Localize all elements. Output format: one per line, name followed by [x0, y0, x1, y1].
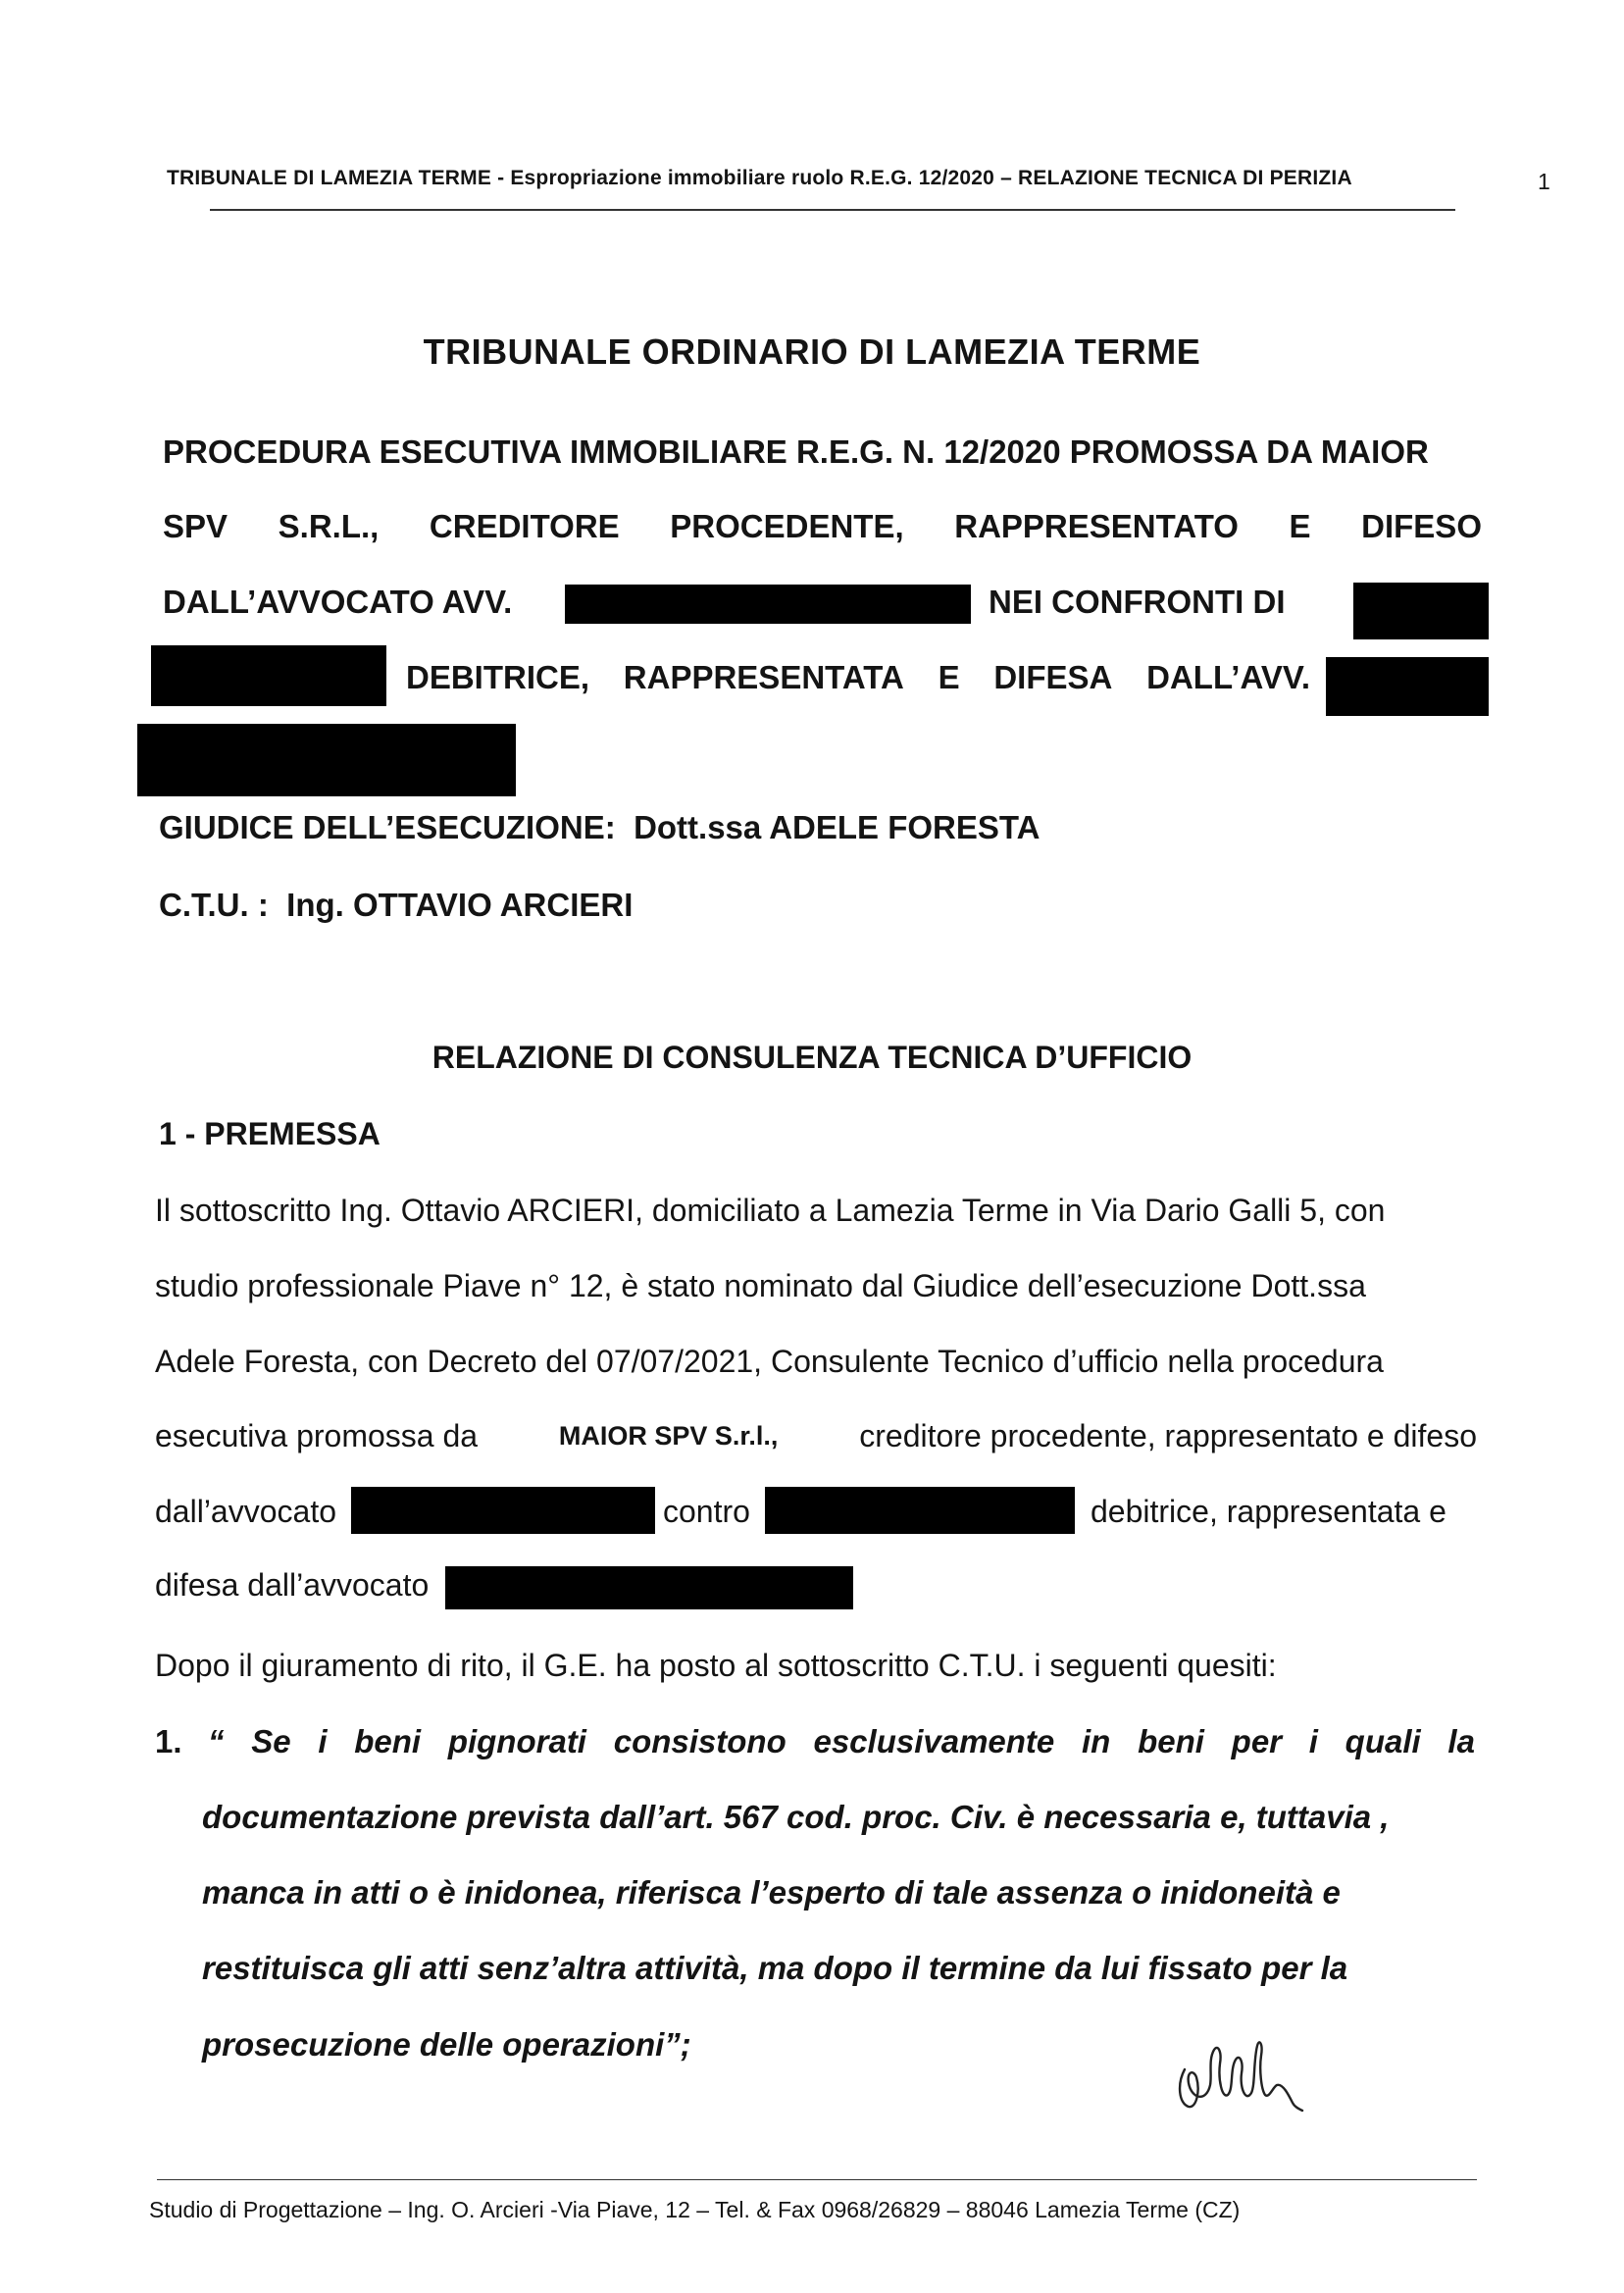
word: S.R.L.,	[278, 508, 380, 544]
quesito-number: 1.	[155, 1723, 182, 1759]
footer-rule	[157, 2179, 1477, 2180]
page-number: 1	[1538, 169, 1550, 194]
word: la	[1447, 1723, 1475, 1759]
report-title: RELAZIONE DI CONSULENZA TECNICA D’UFFICIO	[431, 1040, 1193, 1075]
section-heading: 1 - PREMESSA	[159, 1116, 381, 1151]
redacted-block	[137, 724, 516, 796]
quesito-line-5: prosecuzione delle operazioni”;	[202, 2026, 691, 2063]
judge-label: GIUDICE DELL’ESECUZIONE:	[159, 809, 616, 845]
word: Se	[251, 1723, 291, 1759]
quesito-line-4: restituisca gli atti senz’altra attività, ma dopo il termine da lui fissato per la	[202, 1950, 1348, 1986]
redacted-block	[151, 645, 386, 706]
word: i	[318, 1723, 328, 1759]
judge-name: Dott.ssa ADELE FORESTA	[634, 809, 1040, 845]
body-line-2: studio professionale Piave n° 12, è stato nominato dal Giudice dell’esecuzione Dott.ssa	[155, 1268, 1366, 1303]
ctu-name: Ing. OTTAVIO ARCIERI	[286, 887, 634, 923]
header-rule	[210, 209, 1455, 211]
redacted-block	[765, 1487, 1075, 1534]
redacted-block	[565, 585, 971, 624]
body-line-6: difesa dall’avvocato	[155, 1567, 430, 1603]
procedure-line-2	[163, 508, 1482, 545]
ctu-label: C.T.U. :	[159, 887, 269, 923]
word: i	[1308, 1723, 1318, 1759]
word: pignorati	[447, 1723, 586, 1759]
footer-text: Studio di Progettazione – Ing. O. Arcieri -Via Piave, 12 – Tel. & Fax 0968/26829 – 88046 Lamezia Terme (CZ)	[149, 2197, 1241, 2222]
word: in	[1082, 1723, 1111, 1759]
word: beni	[1138, 1723, 1204, 1759]
redacted-block	[1353, 583, 1489, 639]
signature	[1167, 2001, 1324, 2118]
word: DEBITRICE,	[406, 659, 590, 695]
word: PROCEDENTE,	[670, 508, 904, 544]
redacted-block	[351, 1487, 655, 1534]
judge-line	[159, 809, 1040, 846]
word: E	[1289, 508, 1311, 544]
word: E	[938, 659, 960, 695]
ctu-line	[159, 887, 633, 924]
procedure-line-1: PROCEDURA ESECUTIVA IMMOBILIARE R.E.G. N. 12/2020 PROMOSSA DA MAIOR	[163, 433, 1429, 470]
body-line-4-end: creditore procedente, rappresentato e difeso	[859, 1418, 1477, 1453]
redacted-block	[445, 1566, 853, 1609]
procedure-line-3-right: NEI CONFRONTI DI	[989, 584, 1286, 620]
body-line-4	[155, 1418, 1477, 1454]
body-line-5-a: dall’avvocato	[155, 1494, 336, 1529]
redacted-block	[1326, 657, 1489, 716]
body-line-5-c: debitrice, rappresentata e	[1091, 1494, 1446, 1529]
running-header: TRIBUNALE DI LAMEZIA TERME - Espropriazione immobiliare ruolo R.E.G. 12/2020 – RELAZIONE TECNICA DI PERIZIA	[167, 167, 1352, 189]
word: “	[208, 1723, 225, 1759]
body-line-5-b: contro	[663, 1494, 750, 1529]
word: DIFESO	[1361, 508, 1482, 544]
quesito-line-2: documentazione prevista dall’art. 567 cod. proc. Civ. è necessaria e, tuttavia ,	[202, 1799, 1390, 1835]
word: RAPPRESENTATA	[623, 659, 904, 695]
word: SPV	[163, 508, 228, 544]
word: per	[1231, 1723, 1283, 1759]
word: quali	[1345, 1723, 1421, 1759]
creditor-name: MAIOR SPV S.r.l.,	[558, 1421, 779, 1451]
page-title: TRIBUNALE ORDINARIO DI LAMEZIA TERME	[423, 331, 1201, 372]
word: RAPPRESENTATO	[954, 508, 1239, 544]
procedure-line-4	[406, 659, 1310, 696]
quesito-line-3: manca in atti o è inidonea, riferisca l’esperto di tale assenza o inidoneità e	[202, 1874, 1341, 1911]
word: consistono	[613, 1723, 787, 1759]
word: CREDITORE	[429, 508, 620, 544]
word: beni	[354, 1723, 422, 1759]
quesito-line-1	[208, 1723, 1475, 1760]
body-line-7: Dopo il giuramento di rito, il G.E. ha posto al sottoscritto C.T.U. i seguenti quesiti:	[155, 1648, 1277, 1683]
body-line-1: Il sottoscritto Ing. Ottavio ARCIERI, domiciliato a Lamezia Terme in Via Dario Galli 5, con	[155, 1193, 1386, 1228]
procedure-line-3-left: DALL’AVVOCATO AVV.	[163, 584, 513, 620]
word: DIFESA	[993, 659, 1113, 695]
body-line-3: Adele Foresta, con Decreto del 07/07/2021, Consulente Tecnico d’ufficio nella procedura	[155, 1344, 1384, 1379]
word: esclusivamente	[813, 1723, 1055, 1759]
word: DALL’AVV.	[1146, 659, 1310, 695]
body-line-4-start: esecutiva promossa da	[155, 1418, 479, 1453]
